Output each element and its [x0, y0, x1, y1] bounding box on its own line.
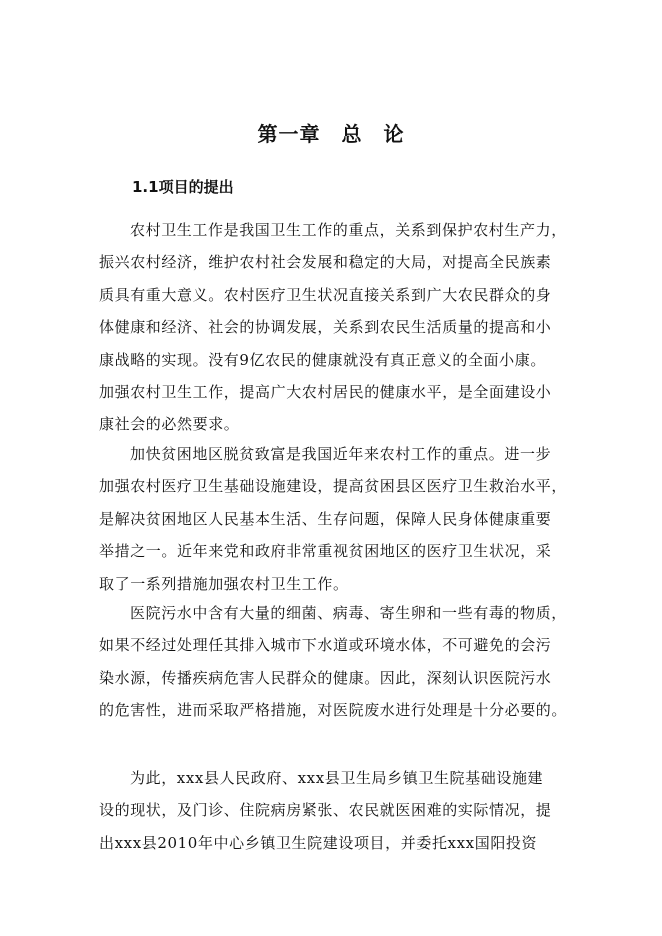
paragraph-line: 是解决贫困地区人民基本生活、生存问题，保障人民身体健康重要: [99, 509, 552, 528]
paragraph-line: 举措之一。近年来党和政府非常重视贫困地区的医疗卫生状况，采: [99, 542, 552, 561]
paragraph-line: 加强农村卫生工作，提高广大农村居民的健康水平，是全面建设小: [99, 383, 552, 402]
paragraph-hospital-wastewater: [99, 597, 589, 727]
section-heading: 1.1项目的提出: [132, 178, 234, 196]
paragraph-line: 取了一系列措施加强农村卫生工作。: [99, 574, 349, 593]
paragraph-line: 医院污水中含有大量的细菌、病毒、寄生卵和一些有毒的物质，: [130, 604, 567, 622]
paragraph-poverty-relief: [99, 438, 589, 600]
paragraph-line: 设的现状，及门诊、住院病房紧张、农民就医困难的实际情况，提: [99, 801, 552, 820]
paragraph-line: 质具有重大意义。农村医疗卫生状况直接关系到广大农民群众的身: [99, 285, 552, 304]
paragraph-line: 康社会的必然要求。: [99, 415, 240, 434]
paragraph-line: 加快贫困地区脱贫致富是我国近年来农村工作的重点。进一步: [130, 445, 552, 463]
paragraph-line: 为此，xxx县人民政府、xxx县卫生局乡镇卫生院基础设施建: [130, 769, 544, 787]
paragraph-line: 如果不经过处理任其排入城市下水道或环境水体，不可避免的会污: [99, 636, 552, 655]
paragraph-project-proposal: [99, 762, 589, 859]
paragraph-rural-health: [99, 214, 589, 441]
paragraph-line: 加强农村医疗卫生基础设施建设，提高贫困县区医疗卫生救治水平，: [99, 477, 568, 496]
paragraph-line: 振兴农村经济，维护农村社会发展和稳定的大局，对提高全民族素: [99, 253, 552, 272]
paragraph-line: 体健康和经济、社会的协调发展，关系到农民生活质量的提高和小: [99, 318, 552, 337]
paragraph-line: 农村卫生工作是我国卫生工作的重点，关系到保护农村生产力，: [130, 221, 567, 239]
paragraph-line: 出xxx县2010年中心乡镇卫生院建设项目，并委托xxx国阳投资: [99, 833, 538, 852]
paragraph-line: 康战略的实现。没有9亿农民的健康就没有真正意义的全面小康。: [99, 350, 546, 369]
chapter-title: 第一章 总 论: [257, 122, 405, 146]
paragraph-line: 的危害性，进而采取严格措施，对医院废水进行处理是十分必要的。: [99, 701, 568, 720]
paragraph-line: 染水源，传播疾病危害人民群众的健康。因此，深刻认识医院污水: [99, 668, 552, 687]
